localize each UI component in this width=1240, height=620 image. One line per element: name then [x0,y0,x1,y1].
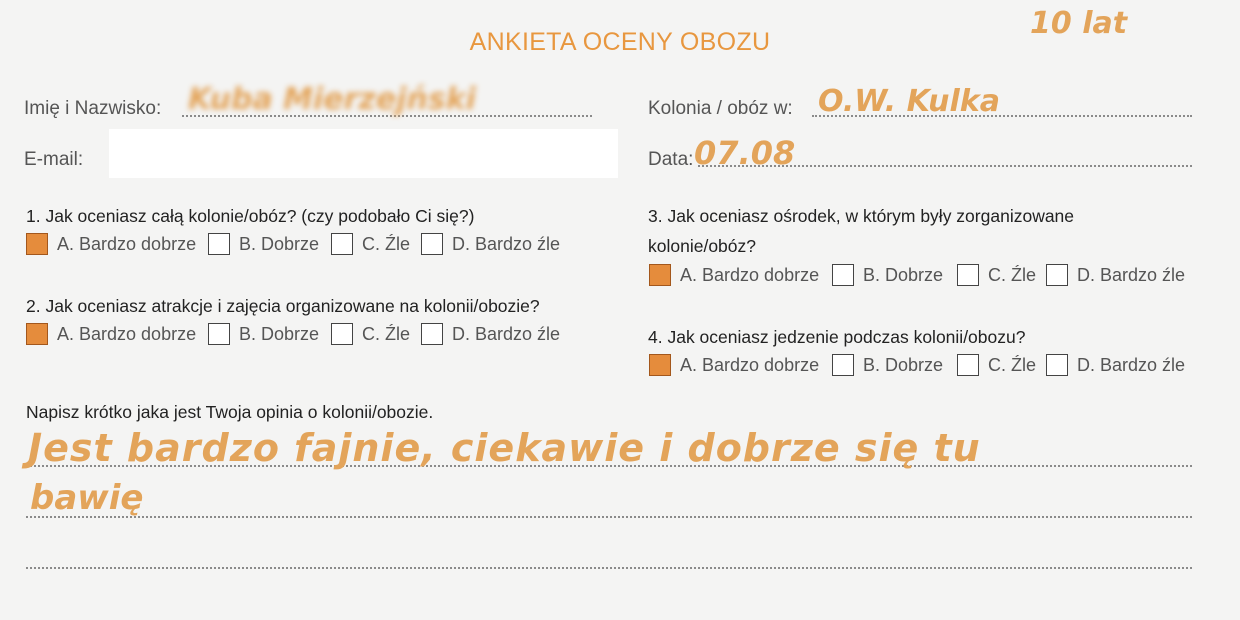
option-label: C. Źle [988,354,1037,375]
checkbox[interactable] [832,354,854,376]
checkbox-checked[interactable] [649,354,671,376]
checkbox[interactable] [421,233,443,255]
date-handwritten: 07.08 [694,134,796,172]
question-3-line-2: kolonie/obóz? [648,236,756,256]
q4-option-d[interactable] [1046,354,1185,376]
question-2-title: 2. Jak oceniasz atrakcje i zajęcia organizowane na kolonii/obozie? [26,296,540,316]
date-label: Data: [648,149,694,170]
checkbox-checked[interactable] [649,264,671,286]
checkbox[interactable] [1046,264,1068,286]
checkbox-checked[interactable] [26,323,48,345]
q4-option-c[interactable] [957,354,1036,376]
email-field[interactable] [109,129,618,178]
name-handwritten: Kuba Mierzejński [188,82,476,117]
q2-option-d[interactable] [421,323,560,345]
checkbox[interactable] [1046,354,1068,376]
question-1-title: 1. Jak oceniasz całą kolonie/obóz? (czy podobało Ci się?) [26,206,475,226]
question-3-line-1: 3. Jak oceniasz ośrodek, w którym były zorganizowane [648,206,1075,226]
camp-handwritten: O.W. Kulka [818,84,1001,119]
option-label: D. Bardzo źle [1077,354,1186,375]
checkbox[interactable] [331,323,353,345]
q2-option-b[interactable] [208,323,319,345]
opinion-prompt: Napisz krótko jaka jest Twoja opinia o kolonii/obozie. [26,402,434,422]
age-note: 10 lat [1030,6,1128,41]
question-3-title [648,201,1074,261]
option-label: C. Źle [362,233,411,254]
q1-option-c[interactable] [331,233,410,255]
option-label: B. Dobrze [239,233,320,254]
checkbox[interactable] [957,354,979,376]
opinion-handwritten-line-2: bawię [30,478,144,518]
q2-option-c[interactable] [331,323,410,345]
name-label: Imię i Nazwisko: [24,98,162,119]
form-title: ANKIETA OCENY OBOZU [469,28,771,56]
checkbox[interactable] [421,323,443,345]
q3-option-a[interactable] [649,264,819,286]
email-label: E-mail: [24,149,84,170]
option-label: C. Źle [362,323,411,344]
opinion-line-2 [26,516,1192,518]
checkbox[interactable] [832,264,854,286]
checkbox[interactable] [208,323,230,345]
opinion-handwritten-line-1: Jest bardzo fajnie, ciekawie i dobrze się tu [28,426,981,470]
option-label: D. Bardzo źle [452,233,561,254]
option-label: B. Dobrze [863,354,944,375]
option-label: A. Bardzo dobrze [680,264,820,285]
q1-option-d[interactable] [421,233,560,255]
checkbox[interactable] [957,264,979,286]
q4-option-a[interactable] [649,354,819,376]
camp-label: Kolonia / obóz w: [648,98,793,119]
checkbox-checked[interactable] [26,233,48,255]
question-4-title: 4. Jak oceniasz jedzenie podczas kolonii/obozu? [648,327,1026,347]
q1-option-a[interactable] [26,233,196,255]
q2-option-a[interactable] [26,323,196,345]
q3-option-d[interactable] [1046,264,1185,286]
option-label: D. Bardzo źle [1077,264,1186,285]
option-label: B. Dobrze [239,323,320,344]
option-label: D. Bardzo źle [452,323,561,344]
q3-option-c[interactable] [957,264,1036,286]
option-label: C. Źle [988,264,1037,285]
q4-option-b[interactable] [832,354,943,376]
q1-option-b[interactable] [208,233,319,255]
option-label: A. Bardzo dobrze [680,354,820,375]
checkbox[interactable] [208,233,230,255]
q3-option-b[interactable] [832,264,943,286]
option-label: A. Bardzo dobrze [57,323,197,344]
opinion-line-3 [26,567,1192,569]
option-label: A. Bardzo dobrze [57,233,197,254]
checkbox[interactable] [331,233,353,255]
option-label: B. Dobrze [863,264,944,285]
